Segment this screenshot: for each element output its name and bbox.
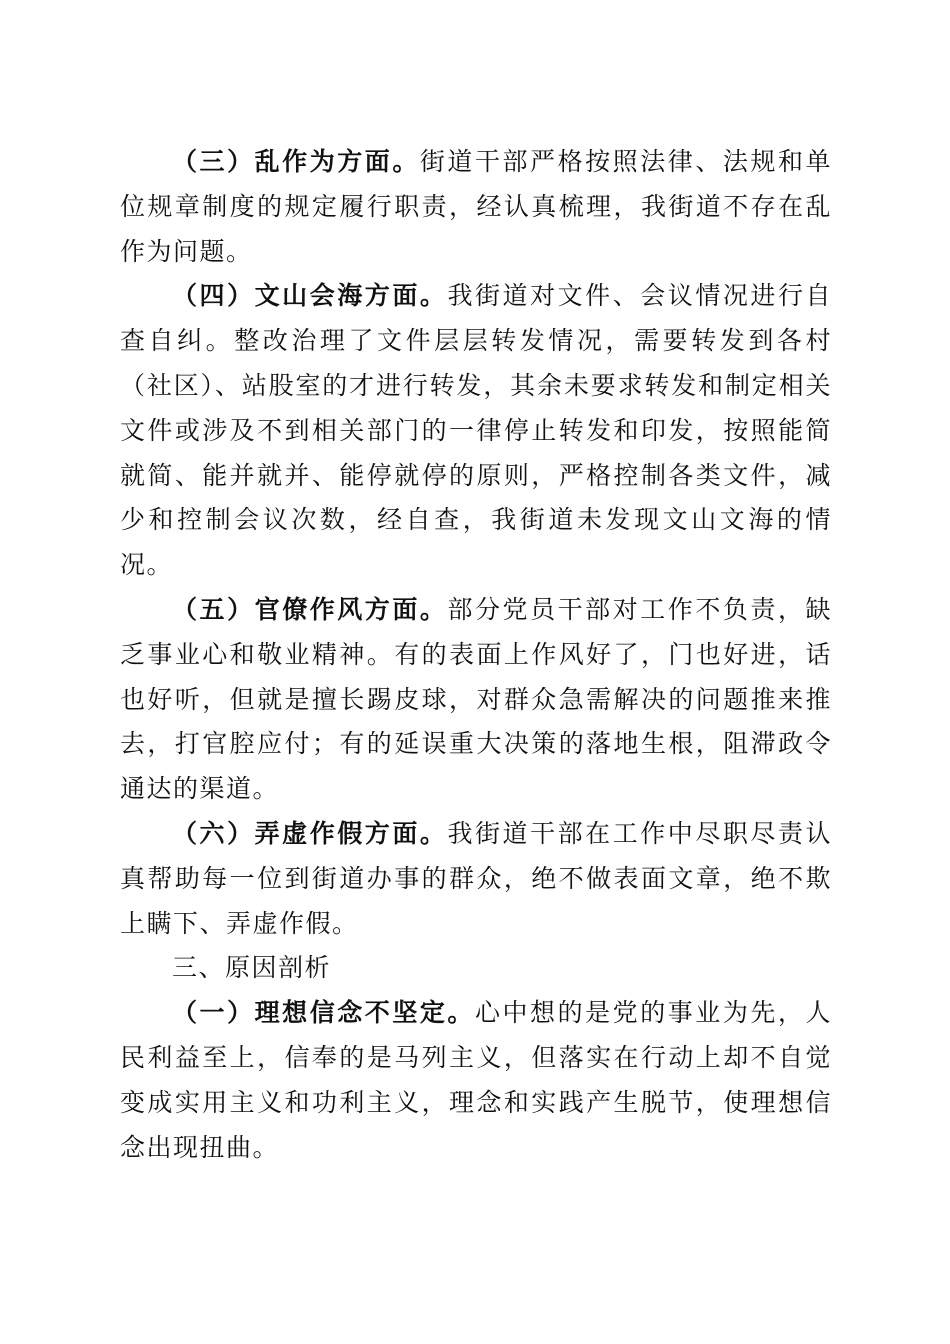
section-title: 三、原因剖析 xyxy=(172,953,332,983)
paragraph-heading: （四）文山会海方面。 xyxy=(172,281,448,311)
paragraph-heading: （一）理想信念不坚定。 xyxy=(172,998,475,1028)
paragraph-guan-liao-zuo-feng xyxy=(120,588,832,812)
paragraph-li-xiang-xin-nian xyxy=(120,991,832,1170)
paragraph-nong-xu-zuo-jia xyxy=(120,812,832,946)
paragraph-heading: （三）乱作为方面。 xyxy=(172,147,420,176)
paragraph-luan-zuo-wei xyxy=(120,140,832,274)
document-content xyxy=(120,140,832,1170)
paragraph-body: 街道干部严格按照法律、法规和单位规章制度的规定履行职责，经认真梳理，我街道不存在乱作为问题。 xyxy=(120,147,832,266)
paragraph-body: 我街道对文件、会议情况进行自查自纠。整改治理了文件层层转发情况，需要转发到各村（社区）、站股室的才进行转发，其余未要求转发和制定相关文件或涉及不到相关部门的一律停止转发和印发，按照能简就简、能并就并、能停就停的原则，严格控制各类文件，减少和控制会议次数，经自查，我街道未发现文山文海的情况。 xyxy=(120,281,832,580)
paragraph-wen-shan-hui-hai xyxy=(120,274,832,588)
paragraph-body: 我街道干部在工作中尽职尽责认真帮助每一位到街道办事的群众，绝不做表面文章，绝不欺上瞒下、弄虚作假。 xyxy=(120,818,832,938)
paragraph-body: 部分党员干部对工作不负责，缺乏事业心和敬业精神。有的表面上作风好了，门也好进，话也好听，但就是擅长踢皮球，对群众急需解决的问题推来推去，打官腔应付；有的延误重大决策的落地生根，阻滞政令通达的渠道。 xyxy=(120,594,832,804)
paragraph-heading: （六）弄虚作假方面。 xyxy=(172,818,448,848)
paragraph-heading: （五）官僚作风方面。 xyxy=(172,594,448,624)
paragraph-body: 心中想的是党的事业为先，人民利益至上，信奉的是马列主义，但落实在行动上却不自觉变成实用主义和功利主义，理念和实践产生脱节，使理想信念出现扭曲。 xyxy=(120,998,832,1162)
